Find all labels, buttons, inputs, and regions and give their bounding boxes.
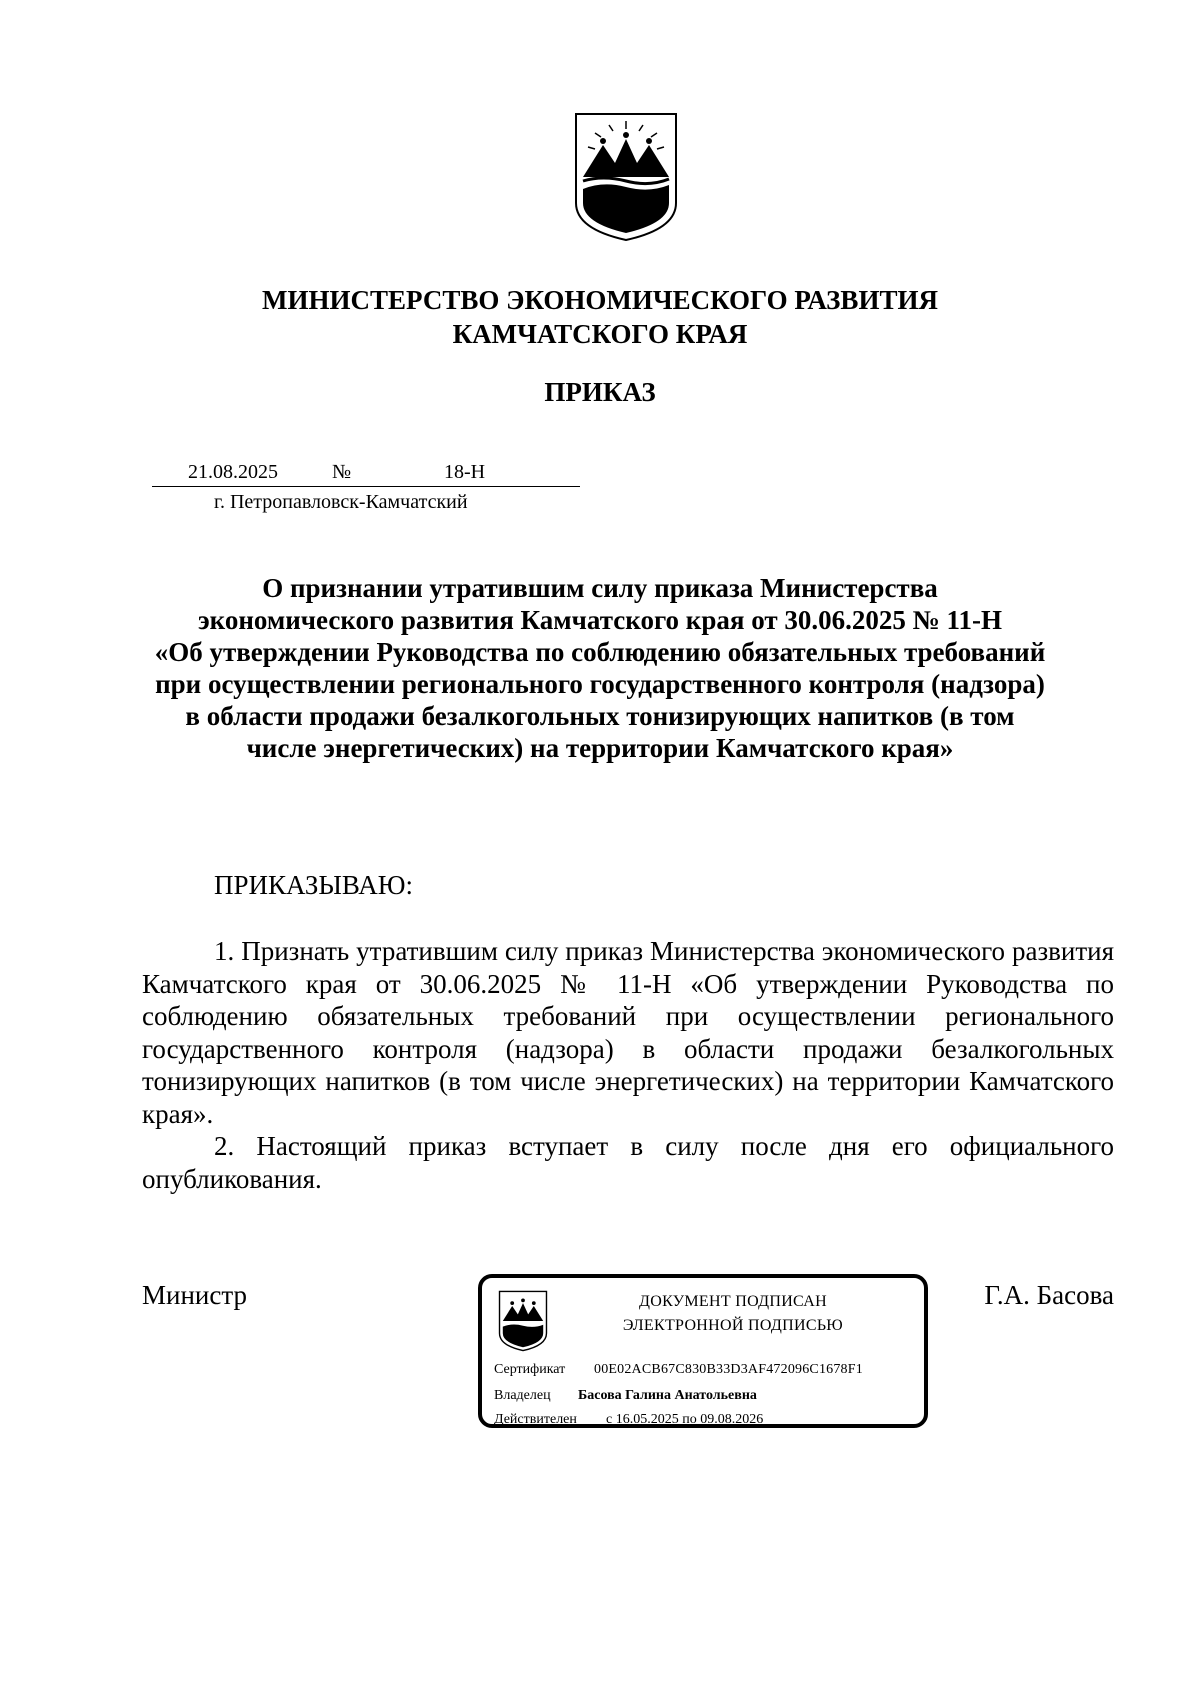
stamp-emblem-icon [498, 1290, 548, 1352]
document-title [140, 572, 1060, 764]
title-line: «Об утверждении Руководства по соблюдению обязательных требований [154, 637, 1046, 667]
title-line: числе энергетических) на территории Камчатского края» [246, 733, 954, 763]
order-paragraph: 1. Признать утратившим силу приказ Министерства экономического развития Камчатского края от 30.06.2025 № 11-Н «Об утверждении Руководства по соблюдению обязательных требований при осуществлении регионального государственного контроля (надзора) в области продажи безалкогольных тонизирующих напитков (в том числе энергетических) на территории Камчатского края». [142, 936, 1114, 1129]
document-date: 21.08.2025 [188, 461, 278, 483]
issue-city: г. Петропавловск-Камчатский [214, 491, 468, 513]
owner-label: Владелец [494, 1388, 551, 1403]
registration-underline [152, 486, 580, 487]
title-line: экономического развития Камчатского края от 30.06.2025 № 11-Н [197, 605, 1003, 635]
certificate-label: Сертификат [494, 1362, 566, 1377]
orders-heading: ПРИКАЗЫВАЮ: [214, 870, 413, 900]
stamp-validity-row [494, 1412, 764, 1428]
registration-line [152, 461, 580, 489]
owner-value: Басова Галина Анатольевна [578, 1388, 757, 1403]
stamp-owner-row [494, 1388, 757, 1404]
certificate-value: 00E02ACB67C830B33D3AF472096C1678F1 [594, 1362, 863, 1377]
ministry-name [150, 283, 1050, 351]
ministry-name-line1: МИНИСТЕРСТВО ЭКОНОМИЧЕСКОГО РАЗВИТИЯ [262, 285, 938, 315]
coat-of-arms-emblem [573, 111, 679, 243]
document-number: 18-Н [444, 461, 486, 483]
number-sign: № [332, 461, 352, 483]
order-paragraph: 2. Настоящий приказ вступает в силу после дня его официального опубликования. [142, 1131, 1114, 1194]
stamp-heading-line2: ЭЛЕКТРОННОЙ ПОДПИСЬЮ [622, 1317, 844, 1334]
validity-value: с 16.05.2025 по 09.08.2026 [606, 1412, 764, 1427]
stamp-heading-line1: ДОКУМЕНТ ПОДПИСАН [639, 1293, 827, 1310]
signer-position: Министр [142, 1280, 247, 1310]
title-line: при осуществлении регионального государственного контроля (надзора) [155, 669, 1045, 699]
document-type: ПРИКАЗ [544, 377, 656, 407]
validity-label: Действителен [494, 1412, 577, 1427]
title-line: в области продажи безалкогольных тонизирующих напитков (в том [185, 701, 1015, 731]
signer-name: Г.А. Басова [984, 1280, 1114, 1310]
order-body [142, 935, 1114, 1195]
stamp-certificate-row [494, 1362, 863, 1378]
stamp-heading [558, 1290, 908, 1338]
ministry-name-line2: КАМЧАТСКОГО КРАЯ [452, 319, 748, 349]
electronic-signature-stamp [478, 1274, 928, 1428]
title-line: О признании утратившим силу приказа Министерства [262, 573, 938, 603]
